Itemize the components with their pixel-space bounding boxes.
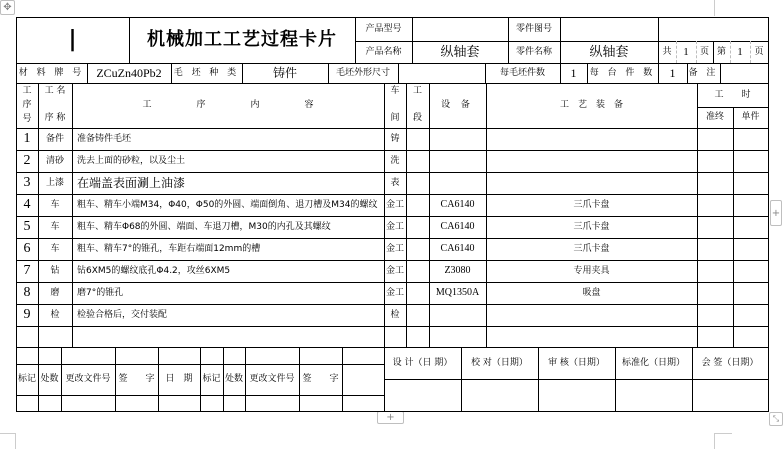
blank-type-label: 毛 坯 种 类 (173, 67, 240, 78)
row-section[interactable] (406, 304, 429, 326)
grid-line (38, 347, 39, 412)
approval-standard-field[interactable] (615, 379, 692, 411)
logo-cell: | (68, 27, 77, 52)
row-op-no[interactable]: 2 (23, 153, 31, 168)
row-op-name[interactable] (38, 326, 72, 347)
row-workshop[interactable]: 检 (390, 309, 400, 320)
row-section[interactable] (406, 238, 429, 260)
pieces-per-unit-label: 每 台 件 数 (589, 67, 656, 78)
header-equipment: 设 备 (441, 100, 474, 110)
grid-line (16, 364, 385, 365)
row-op-content[interactable]: 粗车、精车小端M34，Φ40，Φ50的外圆、端面倒角、退刀槽及M34的螺纹 (77, 199, 378, 210)
header-op-no (16, 83, 38, 128)
row-equipment[interactable] (429, 150, 486, 172)
row-op-content[interactable]: 粗车、精车7°的锥孔，车距右端面12mm的槽 (77, 243, 261, 254)
row-op-name[interactable]: 车 (50, 221, 60, 232)
grid-line (560, 63, 561, 84)
grid-line (342, 347, 343, 412)
material-label: 材 料 牌 号 (18, 67, 85, 78)
row-op-content[interactable]: 准备铸件毛坯 (77, 133, 132, 144)
row-hours-unit[interactable] (733, 304, 768, 326)
grid-line (87, 63, 88, 84)
grid-line (587, 63, 588, 84)
remarks-value[interactable] (720, 63, 768, 83)
row-workshop[interactable]: 金工 (385, 199, 404, 210)
header-tooling: 工 艺 装 备 (559, 100, 623, 110)
row-tooling[interactable]: 三爪卡盘 (573, 221, 610, 232)
row-hours-prep[interactable] (697, 216, 733, 238)
row-op-no[interactable]: 3 (23, 175, 31, 190)
row-op-name[interactable]: 清砂 (45, 155, 64, 166)
row-op-no[interactable]: 8 (23, 285, 31, 300)
grid-line-dashed (676, 41, 677, 63)
page-unit-label: 页 (699, 46, 709, 57)
row-hours-unit[interactable] (733, 326, 768, 347)
row-op-no[interactable]: 5 (23, 219, 31, 234)
grid-line (733, 107, 734, 348)
row-hours-prep[interactable] (697, 304, 733, 326)
row-hours-unit[interactable] (733, 282, 768, 304)
row-op-name[interactable]: 钻 (50, 265, 60, 276)
grid-line (713, 41, 714, 64)
grid-line (16, 411, 769, 412)
revision-doc-no-label: 更改文件号 (249, 374, 295, 384)
grid-line (16, 83, 769, 84)
header-workshop (384, 83, 406, 128)
grid-line (16, 194, 769, 195)
grid-line (299, 347, 300, 412)
row-equipment[interactable]: CA6140 (440, 243, 475, 254)
part-name-value[interactable]: 纵轴套 (589, 44, 629, 60)
row-workshop[interactable]: 铸 (390, 133, 400, 144)
grid-line (16, 63, 769, 64)
row-workshop[interactable]: 金工 (385, 221, 404, 232)
row-op-name[interactable]: 上漆 (45, 177, 64, 188)
revision-doc-no-label: 更改文件号 (65, 374, 111, 384)
grid-line (158, 347, 159, 412)
header-hours-prep: 准终 (705, 112, 724, 122)
approval-design-field[interactable] (384, 379, 461, 411)
row-hours-prep[interactable] (697, 128, 733, 150)
row-equipment[interactable]: CA6140 (440, 221, 475, 232)
product-model-label: 产品型号 (365, 23, 402, 34)
header-op-no-char: 序 (22, 99, 32, 110)
row-equipment[interactable] (429, 326, 486, 347)
grid-line-dashed (750, 41, 751, 63)
row-hours-unit[interactable] (733, 194, 768, 216)
page-title: 机械加工工艺过程卡片 (147, 29, 337, 50)
row-hours-prep[interactable] (697, 194, 733, 216)
grid-line (16, 260, 769, 261)
pieces-per-blank-label: 每毛坯件数 (499, 67, 545, 78)
row-op-content[interactable]: 洗去上面的砂粒，以及尘土 (77, 155, 186, 166)
grid-line (16, 304, 769, 305)
part-drawing-no-label: 零件图号 (515, 23, 552, 34)
row-section[interactable] (406, 194, 429, 216)
row-hours-prep[interactable] (697, 238, 733, 260)
pieces-per-blank-value[interactable]: 1 (570, 66, 577, 80)
revision-signature-label: 签 字 (302, 374, 339, 384)
grid-line (398, 63, 399, 84)
row-workshop[interactable] (384, 326, 406, 347)
grid-line (384, 379, 769, 380)
header-workshop-bottom: 间 (390, 113, 400, 123)
header-op-name-top: 工 名 (44, 86, 66, 96)
row-hours-unit[interactable] (733, 128, 768, 150)
grid-line (16, 128, 769, 129)
grid-line-dashed (696, 41, 697, 63)
grid-line-dashed (730, 41, 731, 63)
page-corner-mark (0, 433, 16, 449)
approval-check-field[interactable] (461, 379, 538, 411)
header-section (406, 83, 429, 128)
page-corner-mark (714, 433, 732, 449)
grid-line (61, 347, 62, 412)
grid-line (768, 17, 769, 348)
grid-line (16, 172, 769, 173)
grid-line (697, 107, 769, 108)
row-tooling[interactable]: 三爪卡盘 (573, 199, 610, 210)
revision-signature-label: 签 字 (118, 374, 155, 384)
grid-line (200, 347, 201, 412)
part-name-label: 零件名称 (515, 46, 552, 57)
row-op-name[interactable]: 车 (50, 199, 60, 210)
row-equipment[interactable]: MQ1350A (435, 287, 480, 298)
material-value[interactable]: ZCuZn40Pb2 (96, 66, 162, 80)
header-op-name-bottom: 序 称 (44, 113, 66, 123)
part-drawing-no-value[interactable] (560, 17, 658, 41)
row-hours-prep[interactable] (697, 172, 733, 194)
approval-review-field[interactable] (538, 379, 615, 411)
grid-line (16, 326, 769, 327)
row-op-content[interactable]: 检验合格后，交付装配 (77, 309, 168, 320)
row-section[interactable] (406, 216, 429, 238)
grid-line (16, 216, 769, 217)
page-unit-label: 页 (754, 46, 764, 57)
grid-line (16, 282, 769, 283)
product-name-label: 产品名称 (365, 46, 402, 57)
revision-date-label: 日 期 (165, 374, 193, 384)
row-hours-unit[interactable] (733, 238, 768, 260)
row-tooling[interactable] (486, 326, 697, 347)
row-equipment[interactable]: CA6140 (440, 199, 475, 210)
header-content: 工 序 内 容 (142, 100, 314, 110)
row-section[interactable] (406, 260, 429, 282)
row-tooling[interactable] (486, 128, 697, 150)
grid-line (485, 63, 486, 84)
revision-count-label: 处数 (40, 374, 59, 384)
header-hours: 工 时 (714, 89, 751, 100)
table-move-handle[interactable]: ✥ (0, 0, 15, 15)
grid-line (129, 17, 130, 64)
header-hours-unit: 单件 (741, 112, 760, 122)
grid-line (328, 63, 329, 84)
row-equipment[interactable] (429, 128, 486, 150)
row-section[interactable] (406, 128, 429, 150)
total-pages-value[interactable]: 1 (683, 45, 689, 58)
page-margin-mark (714, 0, 715, 16)
header-section-top: 工 (412, 86, 422, 96)
remarks-label: 备 注 (688, 67, 719, 78)
grid-line (171, 63, 172, 84)
row-hours-prep[interactable] (697, 150, 733, 172)
add-column-button[interactable]: + (770, 200, 782, 226)
approval-design-label: 设 计（日 期） (392, 357, 453, 368)
row-workshop[interactable]: 金工 (385, 287, 404, 298)
grid-line (242, 63, 243, 84)
grid-line (720, 63, 721, 84)
current-page-label: 第 (716, 46, 726, 57)
grid-line (16, 347, 769, 348)
row-op-no[interactable]: 9 (23, 307, 31, 322)
row-op-no[interactable]: 7 (23, 263, 31, 278)
product-model-value[interactable] (412, 17, 508, 41)
approval-countersign-label: 会 签（日期） (701, 357, 759, 368)
add-row-button[interactable]: + (377, 411, 404, 424)
approval-check-label: 校 对（日期） (471, 357, 528, 368)
row-op-no[interactable]: 6 (23, 241, 31, 256)
row-op-no[interactable] (16, 326, 38, 347)
grid-line (115, 347, 116, 412)
total-pages-label: 共 (662, 46, 672, 57)
header-section-bottom: 段 (412, 113, 422, 123)
table-resize-handle[interactable]: ⤡ (769, 412, 783, 426)
blank-size-label: 毛坯外形尺寸 (335, 67, 390, 78)
row-op-no[interactable]: 4 (23, 197, 31, 212)
row-hours-prep[interactable] (697, 326, 733, 347)
row-op-content[interactable] (72, 326, 384, 347)
row-equipment[interactable] (429, 172, 486, 194)
pieces-per-unit-value[interactable]: 1 (669, 66, 676, 80)
row-tooling[interactable] (486, 150, 697, 172)
approval-countersign-field[interactable] (692, 379, 768, 411)
row-tooling[interactable] (486, 172, 697, 194)
grid-line (16, 150, 769, 151)
grid-line (355, 41, 769, 42)
row-workshop[interactable]: 洗 (390, 155, 400, 166)
grid-line (687, 63, 688, 84)
row-section[interactable] (406, 326, 429, 347)
blank-size-value[interactable] (398, 63, 485, 83)
row-op-name[interactable]: 车 (50, 243, 60, 254)
row-op-name[interactable]: 检 (50, 309, 60, 320)
grid-line (16, 395, 385, 396)
row-op-content[interactable]: 粗车、精车Φ68的外圆、端面、车退刀槽，M30的内孔及其螺纹 (77, 221, 331, 232)
row-section[interactable] (406, 282, 429, 304)
row-op-content[interactable]: 磨7°的锥孔 (77, 287, 124, 298)
row-op-name[interactable]: 备件 (45, 133, 64, 144)
revision-count-label: 处数 (224, 374, 243, 384)
approval-review-label: 审 核（日期） (548, 357, 605, 368)
row-hours-unit[interactable] (733, 216, 768, 238)
row-equipment[interactable] (429, 304, 486, 326)
row-equipment[interactable]: Z3080 (444, 265, 471, 276)
row-op-content[interactable]: 在端盖表面涮上油漆 (77, 176, 186, 190)
row-hours-unit[interactable] (733, 172, 768, 194)
row-workshop[interactable]: 金工 (385, 243, 404, 254)
row-op-name[interactable]: 磨 (50, 287, 60, 298)
grid-line (384, 83, 385, 412)
blank-type-value[interactable]: 铸件 (272, 66, 297, 80)
revision-mark-label: 标记 (17, 374, 36, 384)
row-tooling[interactable]: 专用夹具 (573, 265, 610, 276)
header-workshop-top: 车 (390, 86, 400, 96)
product-name-value[interactable]: 纵轴套 (440, 44, 480, 60)
row-section[interactable] (406, 150, 429, 172)
approval-standard-label: 标准化（日期） (621, 357, 685, 368)
row-hours-prep[interactable] (697, 282, 733, 304)
grid-line (16, 238, 769, 239)
grid-line (658, 63, 659, 84)
row-op-no[interactable]: 1 (23, 131, 31, 146)
row-section[interactable] (406, 172, 429, 194)
grid-line (223, 347, 224, 412)
row-tooling[interactable]: 三爪卡盘 (573, 243, 610, 254)
row-op-content[interactable]: 钻6XM5的螺纹底孔Φ4.2，攻丝6XM5 (77, 265, 231, 276)
grid-line (16, 17, 17, 412)
row-tooling[interactable] (486, 304, 697, 326)
header-op-name (38, 83, 72, 128)
header-op-no-char: 工 (22, 86, 32, 97)
row-hours-unit[interactable] (733, 260, 768, 282)
row-hours-unit[interactable] (733, 150, 768, 172)
current-page-value[interactable]: 1 (737, 45, 743, 58)
row-tooling[interactable]: 吸盘 (582, 287, 601, 298)
row-hours-prep[interactable] (697, 260, 733, 282)
grid-line (245, 347, 246, 412)
header-op-no-char: 号 (22, 113, 32, 124)
row-workshop[interactable]: 金工 (385, 265, 404, 276)
revision-mark-label: 标记 (202, 374, 221, 384)
row-workshop[interactable]: 表 (390, 177, 400, 188)
